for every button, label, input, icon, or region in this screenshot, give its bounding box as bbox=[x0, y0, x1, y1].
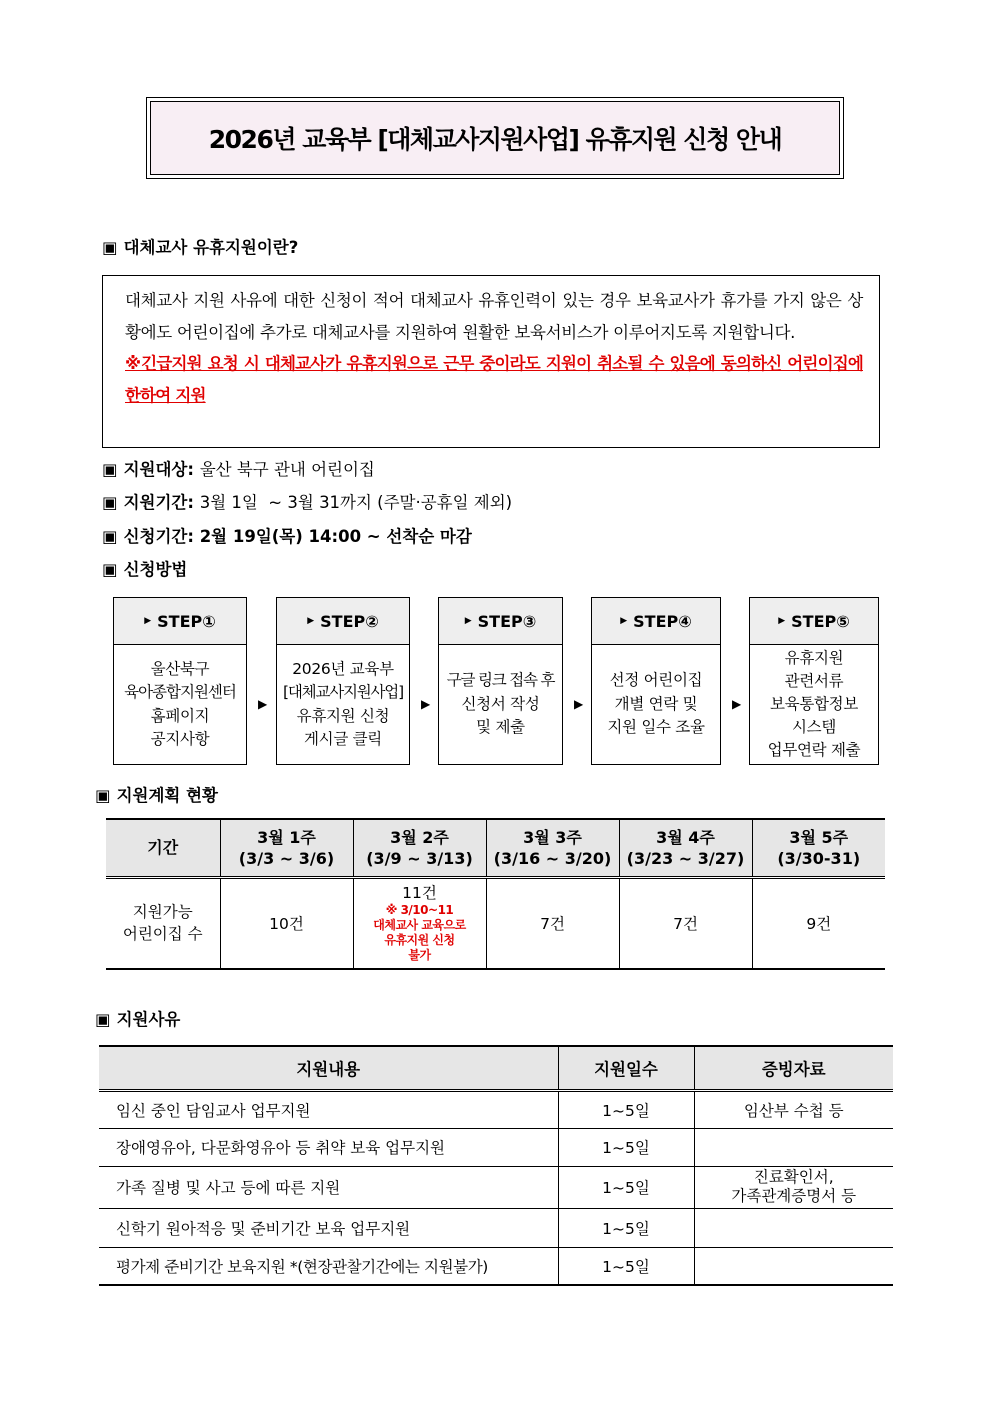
method-heading: 신청방법 bbox=[123, 560, 188, 579]
reason-days: 1~5일 bbox=[558, 1208, 694, 1247]
title-box bbox=[146, 97, 844, 179]
note-line: ※ 3/10~11 bbox=[385, 903, 454, 918]
step-line: 구글 링크 접속 후 bbox=[446, 671, 555, 690]
step-line: 게시글 클릭 bbox=[303, 730, 382, 748]
week-name: 3월 5주 bbox=[789, 827, 849, 847]
reason-days: 1~5일 bbox=[558, 1128, 694, 1166]
reason-heading: 지원사유 bbox=[116, 1010, 181, 1029]
week-range: (3/9 ~ 3/13) bbox=[366, 848, 473, 868]
section-mark: ▣ bbox=[102, 527, 118, 546]
step-header bbox=[277, 598, 409, 645]
step-line: 공지사항 bbox=[150, 730, 210, 748]
table-row bbox=[99, 1247, 893, 1285]
triangle-right-icon: ▶ bbox=[307, 616, 315, 626]
step-line: 울산북구 bbox=[150, 659, 210, 678]
week-name: 3월 1주 bbox=[257, 827, 316, 847]
section-reason bbox=[95, 1009, 180, 1031]
intro-body: 대체교사 지원 사유에 대한 신청이 적어 대체교사 유휴인력이 있는 경우 보육교사가 휴가를 가지 않은 상황에도 어린이집에 추가로 대체교사를 지원하여 원활한 보육서비스가 이루어지도록 지원합니다. bbox=[125, 291, 863, 342]
intro-notice: ※긴급지원 요청 시 대체교사가 유휴지원으로 근무 중이라도 지원이 취소될 수 있음에 동의하신 어린이집에 한하여 지원 bbox=[125, 354, 863, 405]
reason-evidence: 임산부 수첩 등 bbox=[694, 1090, 893, 1128]
triangle-right-icon: ▶ bbox=[464, 616, 472, 626]
step-body bbox=[114, 645, 246, 764]
step-line: 및 제출 bbox=[476, 718, 525, 737]
step-line: 보육통합정보 bbox=[769, 695, 859, 713]
triangle-right-icon: ▶ bbox=[778, 616, 786, 626]
week-range: (3/16 ~ 3/20) bbox=[493, 848, 612, 868]
intro-box bbox=[102, 275, 880, 448]
reason-table bbox=[99, 1045, 893, 1286]
reason-header: 지원내용 bbox=[99, 1046, 558, 1090]
section-mark: ▣ bbox=[102, 460, 118, 479]
section-plan bbox=[95, 785, 218, 807]
step-arrow-icon: ▶ bbox=[421, 697, 431, 711]
reason-content: 가족 질병 및 사고 등에 따른 지원 bbox=[99, 1166, 558, 1208]
plan-week-cell bbox=[486, 819, 619, 877]
step-1 bbox=[113, 597, 247, 765]
reason-evidence bbox=[694, 1128, 893, 1166]
reason-header-row bbox=[99, 1046, 893, 1090]
step-line: 개별 연락 및 bbox=[614, 694, 698, 713]
section-intro-heading bbox=[102, 237, 298, 259]
step-line: 2026년 교육부 bbox=[292, 659, 394, 678]
week-name: 3월 3주 bbox=[523, 827, 582, 847]
reason-days: 1~5일 bbox=[558, 1090, 694, 1128]
count-label bbox=[106, 877, 220, 969]
apply-label: 신청기간: bbox=[123, 527, 194, 546]
step-line: 육아종합지원센터 bbox=[124, 683, 236, 701]
plan-row-header: 기간 bbox=[106, 819, 220, 877]
step-line: [대체교사지원사업] bbox=[283, 683, 403, 701]
step-line: 유휴지원 신청 bbox=[296, 706, 390, 725]
count-label-line: 어린이집 수 bbox=[122, 925, 203, 944]
step-label: STEP④ bbox=[633, 611, 692, 631]
step-body bbox=[439, 645, 562, 764]
reason-evidence bbox=[694, 1208, 893, 1247]
week-range: (3/30-31) bbox=[777, 848, 861, 868]
step-label: STEP③ bbox=[477, 611, 537, 631]
step-2 bbox=[276, 597, 410, 765]
week2-note bbox=[355, 903, 485, 963]
section-target bbox=[102, 459, 375, 481]
plan-count-row bbox=[106, 877, 885, 969]
section-title: 대체교사 유휴지원이란? bbox=[123, 238, 299, 257]
week-range: (3/23 ~ 3/27) bbox=[626, 848, 745, 868]
section-method bbox=[102, 559, 187, 581]
count-cell: 10건 bbox=[220, 877, 353, 969]
plan-week-cell bbox=[752, 819, 885, 877]
step-line: 신청서 작성 bbox=[461, 694, 540, 713]
reason-content: 신학기 원아적응 및 준비기간 보육 업무지원 bbox=[99, 1208, 558, 1247]
step-5 bbox=[749, 597, 879, 765]
step-body bbox=[277, 645, 409, 764]
step-line: 관련서류 bbox=[784, 672, 844, 690]
reason-days: 1~5일 bbox=[558, 1247, 694, 1285]
triangle-right-icon: ▶ bbox=[144, 616, 152, 626]
step-3 bbox=[438, 597, 563, 765]
section-mark: ▣ bbox=[95, 786, 111, 805]
step-body bbox=[592, 645, 720, 764]
table-row bbox=[99, 1128, 893, 1166]
section-period bbox=[102, 492, 512, 514]
step-body bbox=[750, 645, 878, 764]
step-line: 홈페이지 bbox=[150, 706, 210, 725]
step-line: 업무연락 제출 bbox=[767, 741, 861, 759]
step-header bbox=[750, 598, 878, 645]
target-label: 지원대상: bbox=[123, 460, 194, 479]
week-range: (3/3 ~ 3/6) bbox=[238, 848, 335, 868]
reason-content: 임신 중인 담임교사 업무지원 bbox=[99, 1090, 558, 1128]
reason-evidence bbox=[694, 1247, 893, 1285]
reason-content: 장애영유아, 다문화영유아 등 취약 보육 업무지원 bbox=[99, 1128, 558, 1166]
plan-header-row bbox=[106, 819, 885, 877]
step-header bbox=[592, 598, 720, 645]
plan-table bbox=[106, 818, 885, 970]
reason-header: 증빙자료 bbox=[694, 1046, 893, 1090]
note-line: 대체교사 교육으로 bbox=[373, 918, 466, 933]
reason-days: 1~5일 bbox=[558, 1166, 694, 1208]
step-label: STEP① bbox=[157, 611, 216, 631]
page-title: 2026년 교육부 [대체교사지원사업] 유휴지원 신청 안내 bbox=[150, 101, 840, 175]
week-name: 3월 2주 bbox=[390, 827, 449, 847]
plan-week-cell bbox=[353, 819, 486, 877]
step-arrow-icon: ▶ bbox=[732, 697, 742, 711]
section-mark: ▣ bbox=[95, 1010, 111, 1029]
step-4 bbox=[591, 597, 721, 765]
period-value: 3월 1일 ~ 3월 31까지 (주말·공휴일 제외) bbox=[199, 493, 513, 512]
table-row bbox=[99, 1208, 893, 1247]
section-apply bbox=[102, 526, 472, 548]
section-mark: ▣ bbox=[102, 493, 118, 512]
step-header bbox=[114, 598, 246, 645]
step-arrow-icon: ▶ bbox=[574, 697, 584, 711]
count-value: 11건 bbox=[402, 884, 437, 903]
note-line: 유휴지원 신청 bbox=[384, 933, 455, 948]
plan-heading: 지원계획 현황 bbox=[116, 786, 218, 805]
table-row bbox=[99, 1090, 893, 1128]
count-cell bbox=[353, 877, 486, 969]
reason-content: 평가제 준비기간 보육지원 *(현장관찰기간에는 지원불가) bbox=[99, 1247, 558, 1285]
count-cell: 7건 bbox=[619, 877, 752, 969]
step-line: 시스템 bbox=[791, 718, 836, 736]
count-cell: 7건 bbox=[486, 877, 619, 969]
note-line: 불가 bbox=[408, 948, 431, 963]
step-line: 지원 일수 조율 bbox=[607, 718, 705, 737]
reason-evidence: 진료확인서, 가족관계증명서 등 bbox=[694, 1166, 893, 1208]
period-label: 지원기간: bbox=[123, 493, 194, 512]
step-line: 선정 어린이집 bbox=[609, 671, 703, 690]
target-value: 울산 북구 관내 어린이집 bbox=[199, 460, 375, 479]
section-mark: ▣ bbox=[102, 238, 118, 257]
section-mark: ▣ bbox=[102, 560, 118, 579]
step-line: 유휴지원 bbox=[784, 649, 844, 667]
triangle-right-icon: ▶ bbox=[620, 616, 628, 626]
plan-week-cell bbox=[220, 819, 353, 877]
step-arrow-icon: ▶ bbox=[258, 697, 268, 711]
plan-week-cell bbox=[619, 819, 752, 877]
reason-header: 지원일수 bbox=[558, 1046, 694, 1090]
step-header bbox=[439, 598, 562, 645]
count-cell: 9건 bbox=[752, 877, 885, 969]
week-name: 3월 4주 bbox=[656, 827, 715, 847]
table-row bbox=[99, 1166, 893, 1208]
apply-value: 2월 19일(목) 14:00 ~ 선착순 마감 bbox=[199, 527, 472, 546]
count-label-line: 지원가능 bbox=[132, 903, 193, 922]
step-label: STEP⑤ bbox=[791, 611, 850, 631]
step-label: STEP② bbox=[320, 611, 379, 631]
